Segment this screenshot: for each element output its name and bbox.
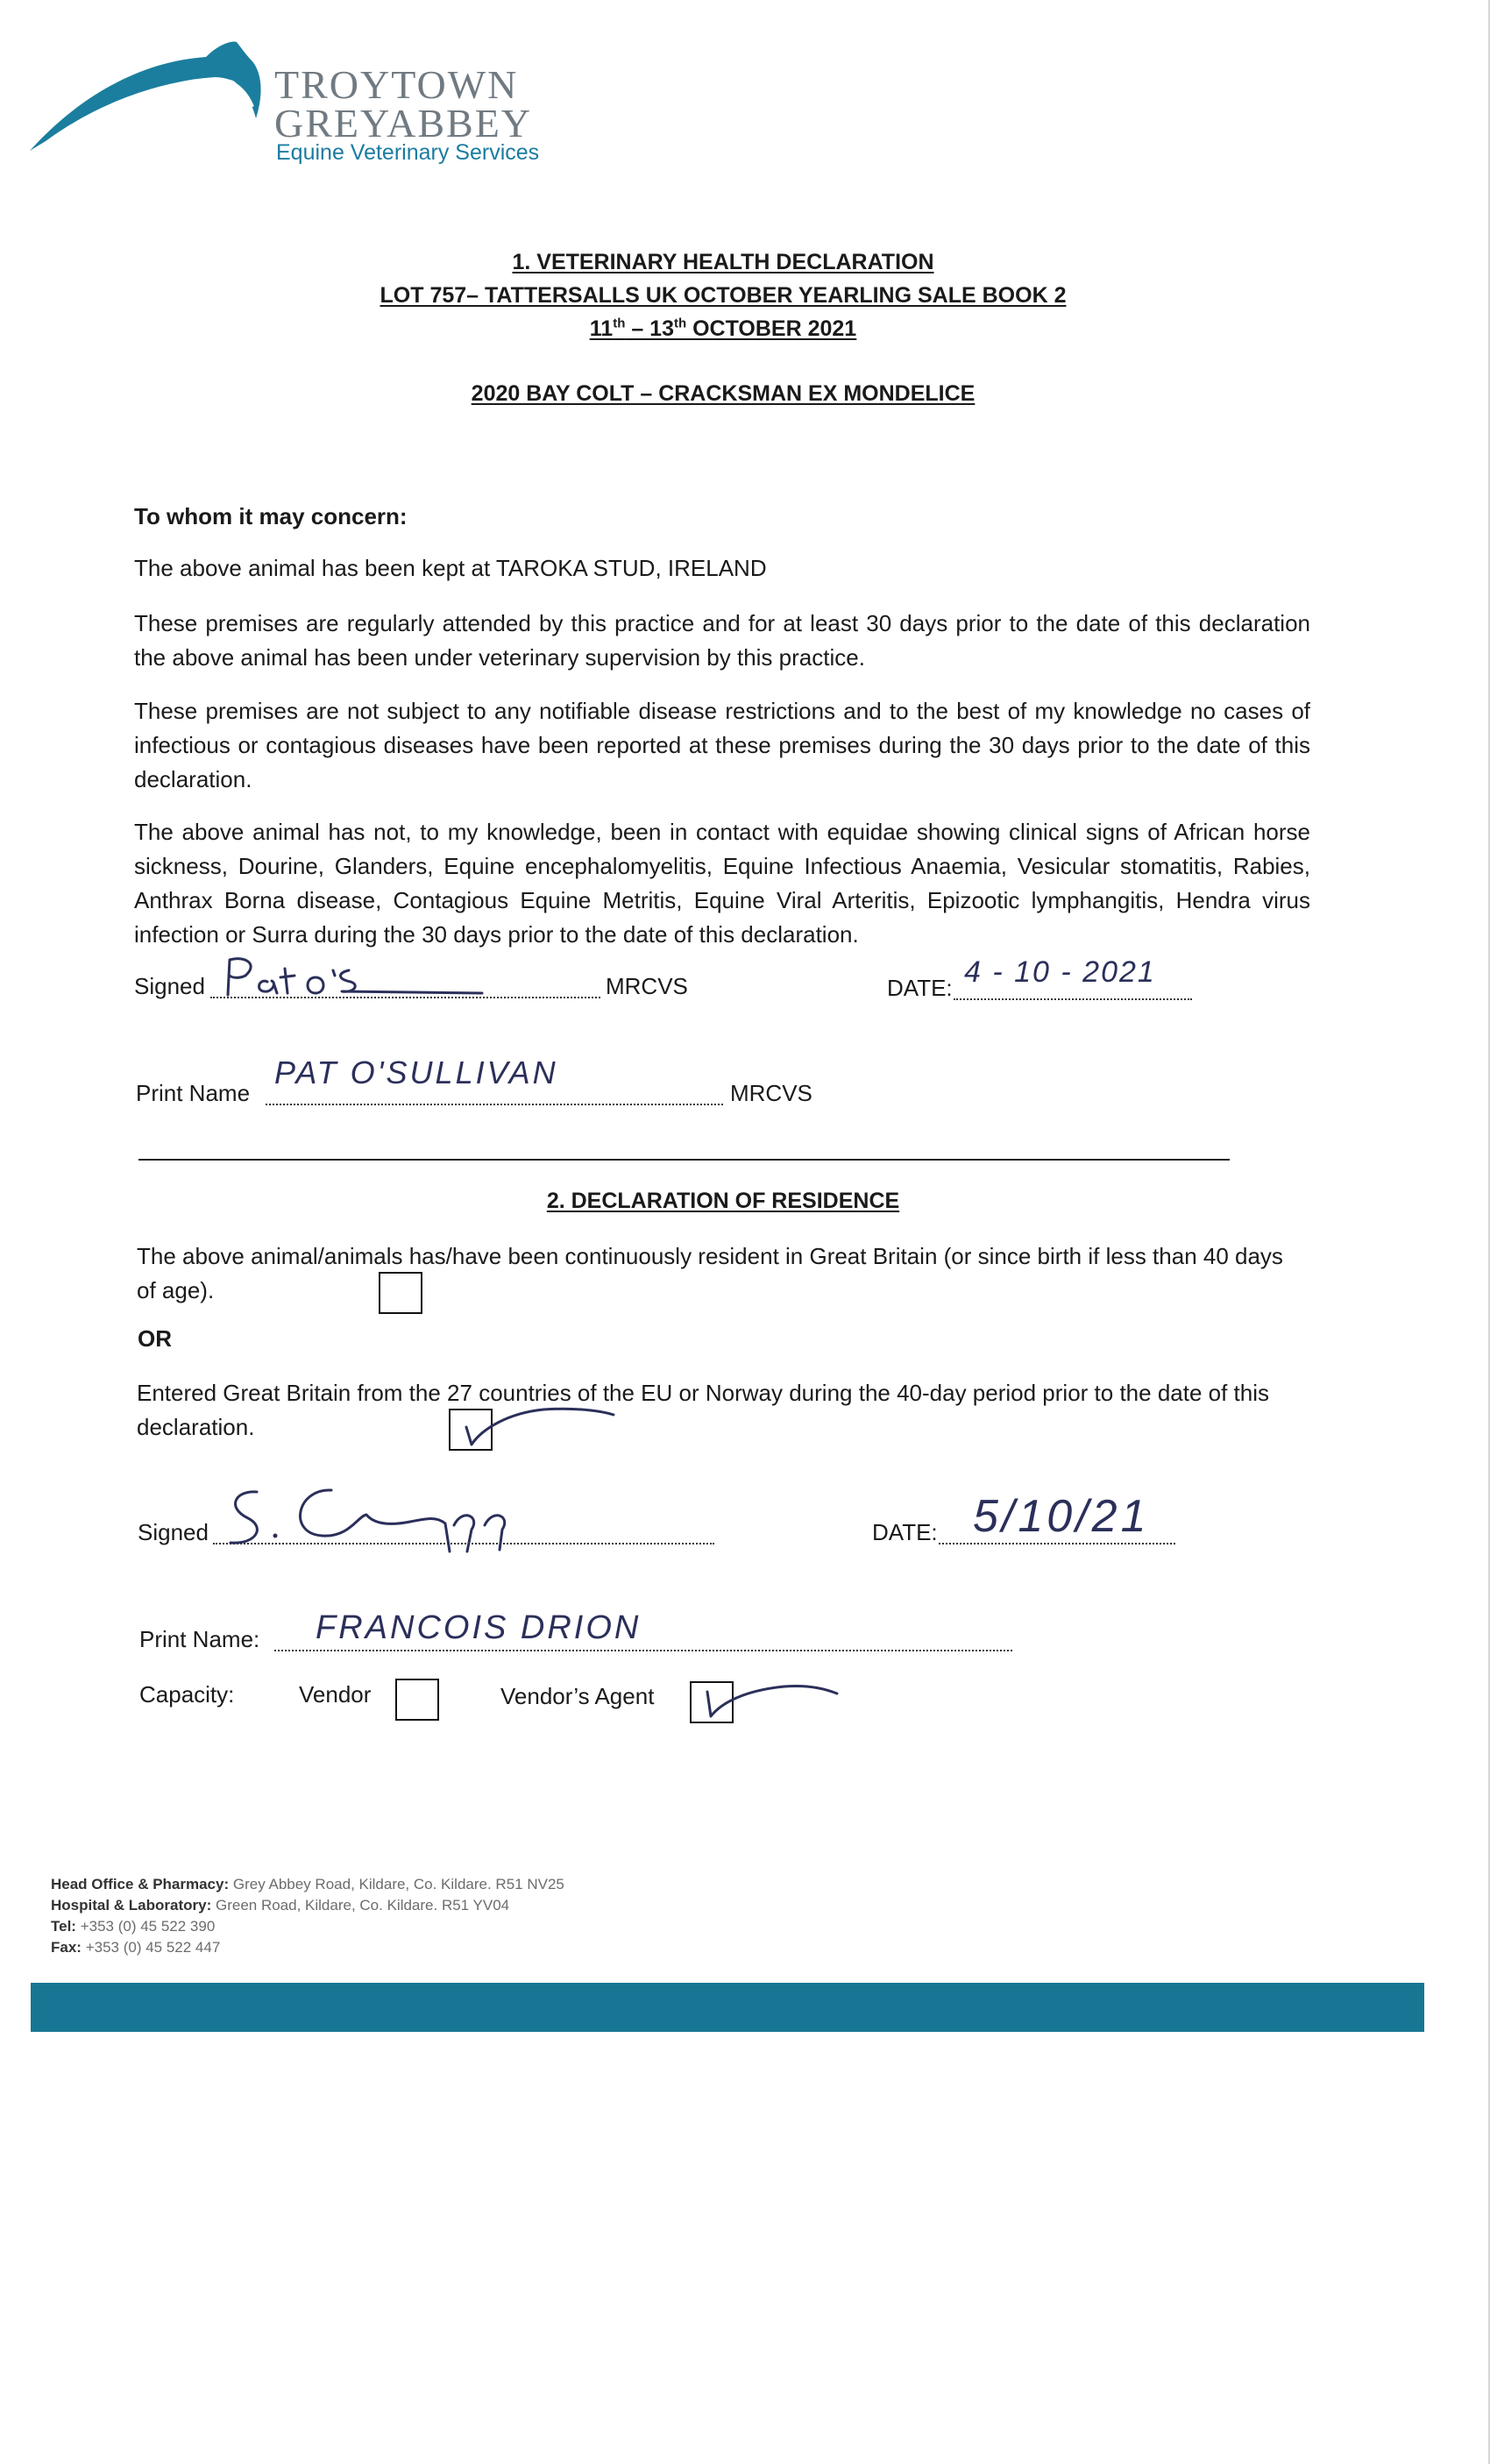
vendor-date-value: 5/10/21 (973, 1491, 1150, 1542)
logo-line-troytown: TROYTOWN (274, 62, 519, 107)
residence-option-2: Entered Great Britain from the 27 countries of the EU or Norway during the 40-day period prior to the date of this declaration. (137, 1380, 1270, 1440)
vendor-date-label: DATE: (872, 1519, 938, 1545)
vet-date-field[interactable] (954, 998, 1192, 1000)
residence-heading: 2. DECLARATION OF RESIDENCE (546, 1189, 900, 1213)
logo (26, 35, 570, 167)
vet-print-name-field[interactable] (266, 1104, 723, 1105)
section-divider (138, 1159, 1230, 1161)
sale-dates: 11th – 13th OCTOBER 2021 (589, 316, 857, 342)
vendor-label: Vendor (299, 1681, 372, 1708)
vendor-print-name-value: FRANCOIS DRION (316, 1609, 642, 1646)
footer-head-office: Head Office & Pharmacy: Grey Abbey Road, Kildare, Co. Kildare. R51 NV25 (51, 1876, 564, 1892)
residence-option-1-checkbox[interactable] (379, 1272, 422, 1314)
vendor-date-field[interactable] (939, 1543, 1175, 1544)
declaration-title: 1. VETERINARY HEALTH DECLARATION (512, 250, 934, 274)
vendors-agent-label: Vendor’s Agent (500, 1683, 655, 1709)
vet-print-name-label: Print Name (136, 1080, 251, 1106)
paragraph-kept-at: The above animal has been kept at TAROKA STUD, IRELAND (134, 555, 767, 581)
vet-signature (219, 951, 500, 1004)
logo-subtitle: Equine Veterinary Services (276, 140, 540, 165)
paragraph-disease-contact: The above animal has not, to my knowledge, been in contact with equidae showing clinical signs of African horse sickness, Dourine, Glanders, Equine encephalomyelitis, Equine Infectious Anaemia, Vesicular stomatitis, Rabies, Anthrax Borna disease, Contagious Equine Metritis, Equine Viral Arteritis, Epizootic lymphangitis, Hendra virus infection or Surra during the 30 days prior to the date of this declaration. (134, 819, 1310, 948)
vendors-agent-checkmark (697, 1674, 855, 1727)
vet-signed-suffix: MRCVS (606, 973, 688, 999)
footer-tel: Tel: +353 (0) 45 522 390 (51, 1918, 216, 1935)
vendor-signature (217, 1481, 585, 1560)
vet-print-name-suffix: MRCVS (730, 1080, 812, 1106)
lot-title: LOT 757– TATTERSALLS UK OCTOBER YEARLING SALE BOOK 2 (380, 283, 1067, 308)
residence-option-1: The above animal/animals has/have been continuously resident in Great Britain (or since birth if less than 40 days of age). (137, 1243, 1283, 1303)
or-label: OR (138, 1325, 172, 1352)
vendor-checkbox[interactable] (395, 1679, 439, 1721)
vet-date-value: 4 - 10 - 2021 (964, 955, 1156, 989)
footer-brand-band (31, 1983, 1424, 2032)
logo-line-greyabbey: GREYABBEY (274, 101, 533, 146)
vet-print-name-value: PAT O'SULLIVAN (274, 1054, 558, 1090)
salutation: To whom it may concern: (134, 503, 408, 529)
footer-fax: Fax: +353 (0) 45 522 447 (51, 1939, 221, 1956)
paragraph-supervision: These premises are regularly attended by this practice and for at least 30 days prior to the date of this declaration the above animal has been under veterinary supervision by this practice. (134, 610, 1310, 671)
vendor-print-name-field[interactable] (274, 1650, 1012, 1651)
horse-title: 2020 BAY COLT – CRACKSMAN EX MONDELICE (471, 381, 976, 406)
vendor-signed-label: Signed (138, 1519, 209, 1545)
vet-date-label: DATE: (887, 975, 953, 1001)
vet-signed-label: Signed (134, 973, 205, 999)
paragraph-restrictions: These premises are not subject to any notifiable disease restrictions and to the best of my knowledge no cases of infectious or contagious diseases have been reported at these premises during the 30 days prior to the date of this declaration. (134, 698, 1310, 792)
footer-hospital: Hospital & Laboratory: Green Road, Kildare, Co. Kildare. R51 YV04 (51, 1897, 510, 1914)
vendor-print-name-label: Print Name: (139, 1626, 260, 1652)
horse-head-logo-icon (26, 35, 280, 158)
capacity-label: Capacity: (139, 1681, 235, 1708)
residence-option-2-checkmark (456, 1402, 631, 1455)
